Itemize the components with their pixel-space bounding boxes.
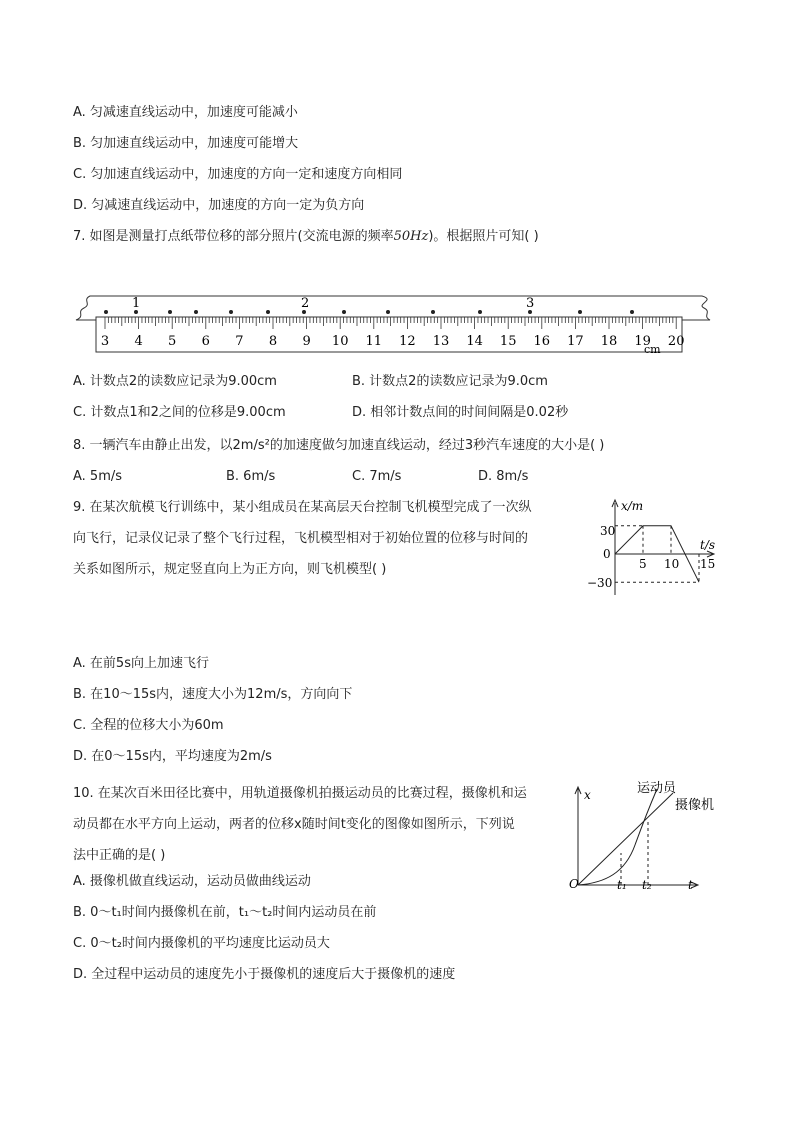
q9-stem-line-3: 关系如图所示，规定竖直向上为正方向，则飞机模型( )	[73, 562, 387, 577]
q7-option-c: C. 计数点1和2之间的位移是9.00cm	[73, 405, 286, 420]
athlete-label: 运动员	[637, 781, 677, 796]
q8-option-d: D. 8m/s	[478, 469, 529, 484]
tape-dot	[168, 310, 172, 314]
tape-dot	[386, 310, 390, 314]
ruler-tick-label: 4	[134, 334, 143, 349]
q6-option-c: C. 匀加速直线运动中，加速度的方向一定和速度方向相同	[73, 167, 403, 182]
q9-xtick-5: 5	[639, 557, 647, 571]
q9-xtick-10: 10	[664, 557, 680, 571]
ruler-tick-label: 12	[399, 334, 416, 349]
q9-ylabel: x/m	[621, 499, 644, 513]
camera-line	[578, 793, 673, 885]
q9-ytick-0: 0	[603, 547, 611, 561]
q6-option-a: A. 匀减速直线运动中，加速度可能减小	[73, 105, 298, 120]
ruler-tick-label: 14	[466, 334, 483, 349]
q8-option-b: B. 6m/s	[226, 469, 276, 484]
q10-option-c: C. 0～t₂时间内摄像机的平均速度比运动员大	[73, 936, 330, 951]
q8-option-c: C. 7m/s	[352, 469, 402, 484]
q9-xt-graph	[585, 495, 725, 600]
q10-stem-line-2: 动员都在水平方向上运动，两者的位移x随时间t变化的图像如图所示，下列说	[73, 817, 515, 832]
q7-ruler-figure	[70, 288, 725, 358]
q7-stem-b: )。根据照片可知( )	[428, 229, 539, 244]
camera-label: 摄像机	[675, 798, 715, 813]
q9-ytick-30: 30	[600, 524, 616, 538]
q9-option-b: B. 在10～15s内，速度大小为12m/s，方向向下	[73, 687, 353, 702]
tape-dot	[266, 310, 270, 314]
q7-stem-a: 7. 如图是测量打点纸带位移的部分照片(交流电源的频率	[73, 229, 394, 244]
ruler-tick-label: 5	[168, 334, 177, 349]
q10-ylabel: x	[584, 788, 591, 802]
q9-option-c: C. 全程的位移大小为60m	[73, 718, 224, 733]
tape-dot	[229, 310, 233, 314]
ruler-tick-label: 3	[100, 334, 110, 349]
ruler-body	[96, 317, 682, 352]
q10-option-d: D. 全过程中运动员的速度先小于摄像机的速度后大于摄像机的速度	[73, 967, 456, 982]
q6-option-d: D. 匀减速直线运动中，加速度的方向一定为负方向	[73, 198, 365, 213]
q9-ytick-neg30: −30	[587, 576, 613, 590]
ruler-tick-label: 7	[235, 334, 244, 349]
q9-option-d: D. 在0～15s内，平均速度为2m/s	[73, 749, 272, 764]
tape-dot	[104, 310, 108, 314]
q9-stem	[73, 492, 568, 585]
ruler-tick-label: 8	[268, 334, 278, 349]
q10-stem-line-1: 10. 在某次百米田径比赛中，用轨道摄像机拍摄运动员的比赛过程，摄像机和运	[73, 786, 527, 801]
q10-option-b: B. 0～t₁时间内摄像机在前，t₁～t₂时间内运动员在前	[73, 905, 377, 920]
tape-dot	[578, 310, 582, 314]
q9-option-a: A. 在前5s向上加速飞行	[73, 656, 209, 671]
q7-stem	[73, 228, 539, 246]
point-label-3: 3	[526, 296, 535, 311]
q7-frequency: 50Hz	[393, 229, 429, 244]
q10-stem-line-3: 法中正确的是( )	[73, 848, 166, 863]
ruler-tick-label: 20	[667, 334, 685, 349]
ruler-tick-label: 16	[533, 334, 551, 349]
ruler-tick-label: 11	[365, 334, 383, 349]
ruler-tick-label: 9	[302, 334, 311, 349]
q10-t2-label: t₂	[642, 878, 652, 892]
q7-option-d: D. 相邻计数点间的时间间隔是0.02秒	[352, 405, 569, 420]
q8-stem: 8. 一辆汽车由静止出发，以2m/s²的加速度做匀加速直线运动，经过3秒汽车速度的大小是( )	[73, 438, 605, 453]
ruler-unit: cm	[644, 343, 661, 356]
paper-tape	[76, 296, 710, 320]
q10-origin: O	[569, 877, 579, 891]
point-label-2: 2	[301, 296, 310, 311]
ruler-tick-label: 13	[432, 334, 450, 349]
q10-xlabel: t	[688, 878, 693, 892]
ruler-tick-label: 10	[331, 334, 349, 349]
ruler-tick-label: 17	[567, 334, 584, 349]
ruler-tick-label: 19	[634, 334, 651, 349]
tape-dot	[630, 310, 634, 314]
ruler-tick-label: 15	[499, 334, 517, 349]
tape-dot	[342, 310, 346, 314]
q8-option-a: A. 5m/s	[73, 469, 123, 484]
q10-xt-graph	[565, 775, 735, 895]
ruler-tick-label: 18	[600, 334, 618, 349]
q9-xlabel: t/s	[700, 538, 716, 552]
q10-stem	[73, 778, 568, 871]
tape-dot	[431, 310, 435, 314]
q10-t1-label: t₁	[617, 878, 627, 892]
q9-xtick-15: 15	[700, 557, 716, 571]
tape-dot	[478, 310, 482, 314]
q7-option-a: A. 计数点2的读数应记录为9.00cm	[73, 374, 277, 389]
athlete-curve	[578, 789, 657, 885]
q9-stem-line-1: 9. 在某次航模飞行训练中，某小组成员在某高层天台控制飞机模型完成了一次纵	[73, 500, 532, 515]
q6-option-b: B. 匀加速直线运动中，加速度可能增大	[73, 136, 299, 151]
tape-dot	[194, 310, 198, 314]
q10-option-a: A. 摄像机做直线运动，运动员做曲线运动	[73, 874, 311, 889]
point-label-1: 1	[132, 296, 141, 311]
ruler-tick-label: 6	[201, 334, 210, 349]
q7-option-b: B. 计数点2的读数应记录为9.0cm	[352, 374, 548, 389]
q9-stem-line-2: 向飞行，记录仪记录了整个飞行过程，飞机模型相对于初始位置的位移与时间的	[73, 531, 529, 546]
